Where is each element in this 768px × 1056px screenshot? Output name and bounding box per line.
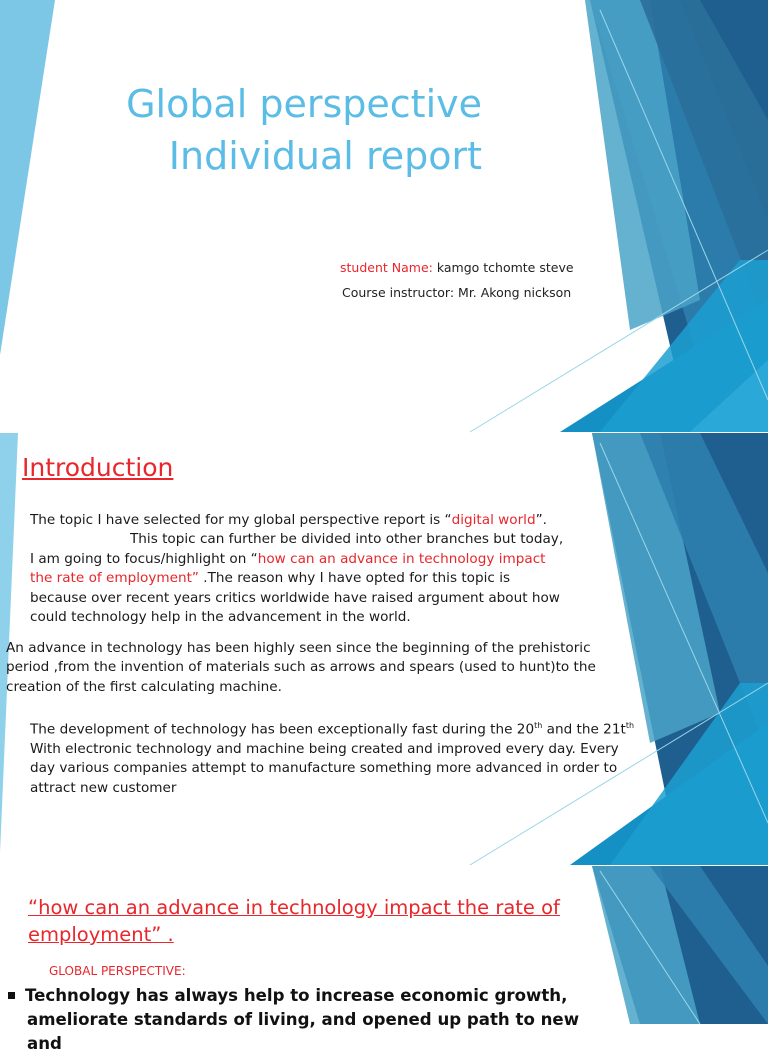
p1-text: The topic I have selected for my global perspective report is “ <box>30 512 452 528</box>
bullet-text: Technology has always help to increase economic growth, <box>25 986 568 1005</box>
square-bullet-icon <box>8 992 15 999</box>
p3-line-1 <box>30 716 680 740</box>
p3-line-3: day various companies attempt to manufacture something more advanced in order to <box>30 760 618 777</box>
intro-paragraph-3 <box>30 716 680 798</box>
p1-line-2: This topic can further be divided into other branches but today, <box>130 531 564 548</box>
superscript: th <box>625 721 635 730</box>
title-line-1: Global perspective <box>126 82 482 126</box>
question-line-1: “how can an advance in technology impact the rate of <box>28 896 560 919</box>
question-line-2: employment” . <box>28 923 174 946</box>
p3-text: and the 21t <box>542 721 626 738</box>
bullet-line-1 <box>6 984 586 1008</box>
slide-decoration <box>0 0 768 432</box>
title-line-2: Individual report <box>168 134 482 178</box>
p3-line-4: attract new customer <box>30 779 177 796</box>
p3-text: The development of technology has been exceptionally fast during the 20 <box>30 721 535 738</box>
report-meta <box>340 255 574 305</box>
question-heading <box>28 894 608 948</box>
p1-text: .The reason why I have opted for this topic is <box>203 570 511 587</box>
digital-world-highlight: digital world <box>451 512 536 528</box>
p1-line-3 <box>30 550 600 569</box>
p1-text: ”. <box>535 512 547 528</box>
intro-paragraph-1 <box>30 511 600 627</box>
instructor-label: Course instructor: <box>342 285 455 300</box>
topic-highlight: how can an advance in technology impact <box>257 550 546 567</box>
bullet-line-2: ameliorate standards of living, and opened up path to new and <box>27 1010 580 1053</box>
student-row <box>340 255 574 280</box>
global-perspective-subheading: GLOBAL PERSPECTIVE: <box>49 964 186 978</box>
p1-line-4 <box>30 569 600 588</box>
instructor-row <box>342 280 574 305</box>
topic-highlight: the rate of employment” <box>30 570 199 587</box>
p2-line-3: creation of the first calculating machine. <box>6 678 282 695</box>
introduction-heading: Introduction <box>22 453 174 482</box>
p2-line-1: An advance in technology has been highly seen since the beginning of the prehistoric <box>6 640 591 656</box>
introduction-slide <box>0 433 768 865</box>
student-name: kamgo tchomte steve <box>436 260 574 275</box>
global-perspective-slide <box>0 866 768 1053</box>
p3-line-2: With electronic technology and machine being created and improved every day. Every <box>30 740 619 757</box>
p1-line-1 <box>30 511 600 530</box>
superscript: th <box>534 721 543 730</box>
bullet-point <box>6 984 586 1056</box>
p2-line-2: period ,from the invention of materials such as arrows and spears (used to hunt)to the <box>6 659 596 676</box>
p1-text: I am going to focus/highlight on “ <box>30 550 258 567</box>
title-slide <box>0 0 768 432</box>
report-title <box>110 78 482 182</box>
student-label: student Name: <box>340 260 433 275</box>
instructor-name: Mr. Akong nickson <box>458 285 572 300</box>
p1-line-5: because over recent years critics worldwide have raised argument about how <box>30 589 560 606</box>
p1-line-6: could technology help in the advancement in the world. <box>30 609 411 626</box>
intro-paragraph-2 <box>6 639 636 697</box>
